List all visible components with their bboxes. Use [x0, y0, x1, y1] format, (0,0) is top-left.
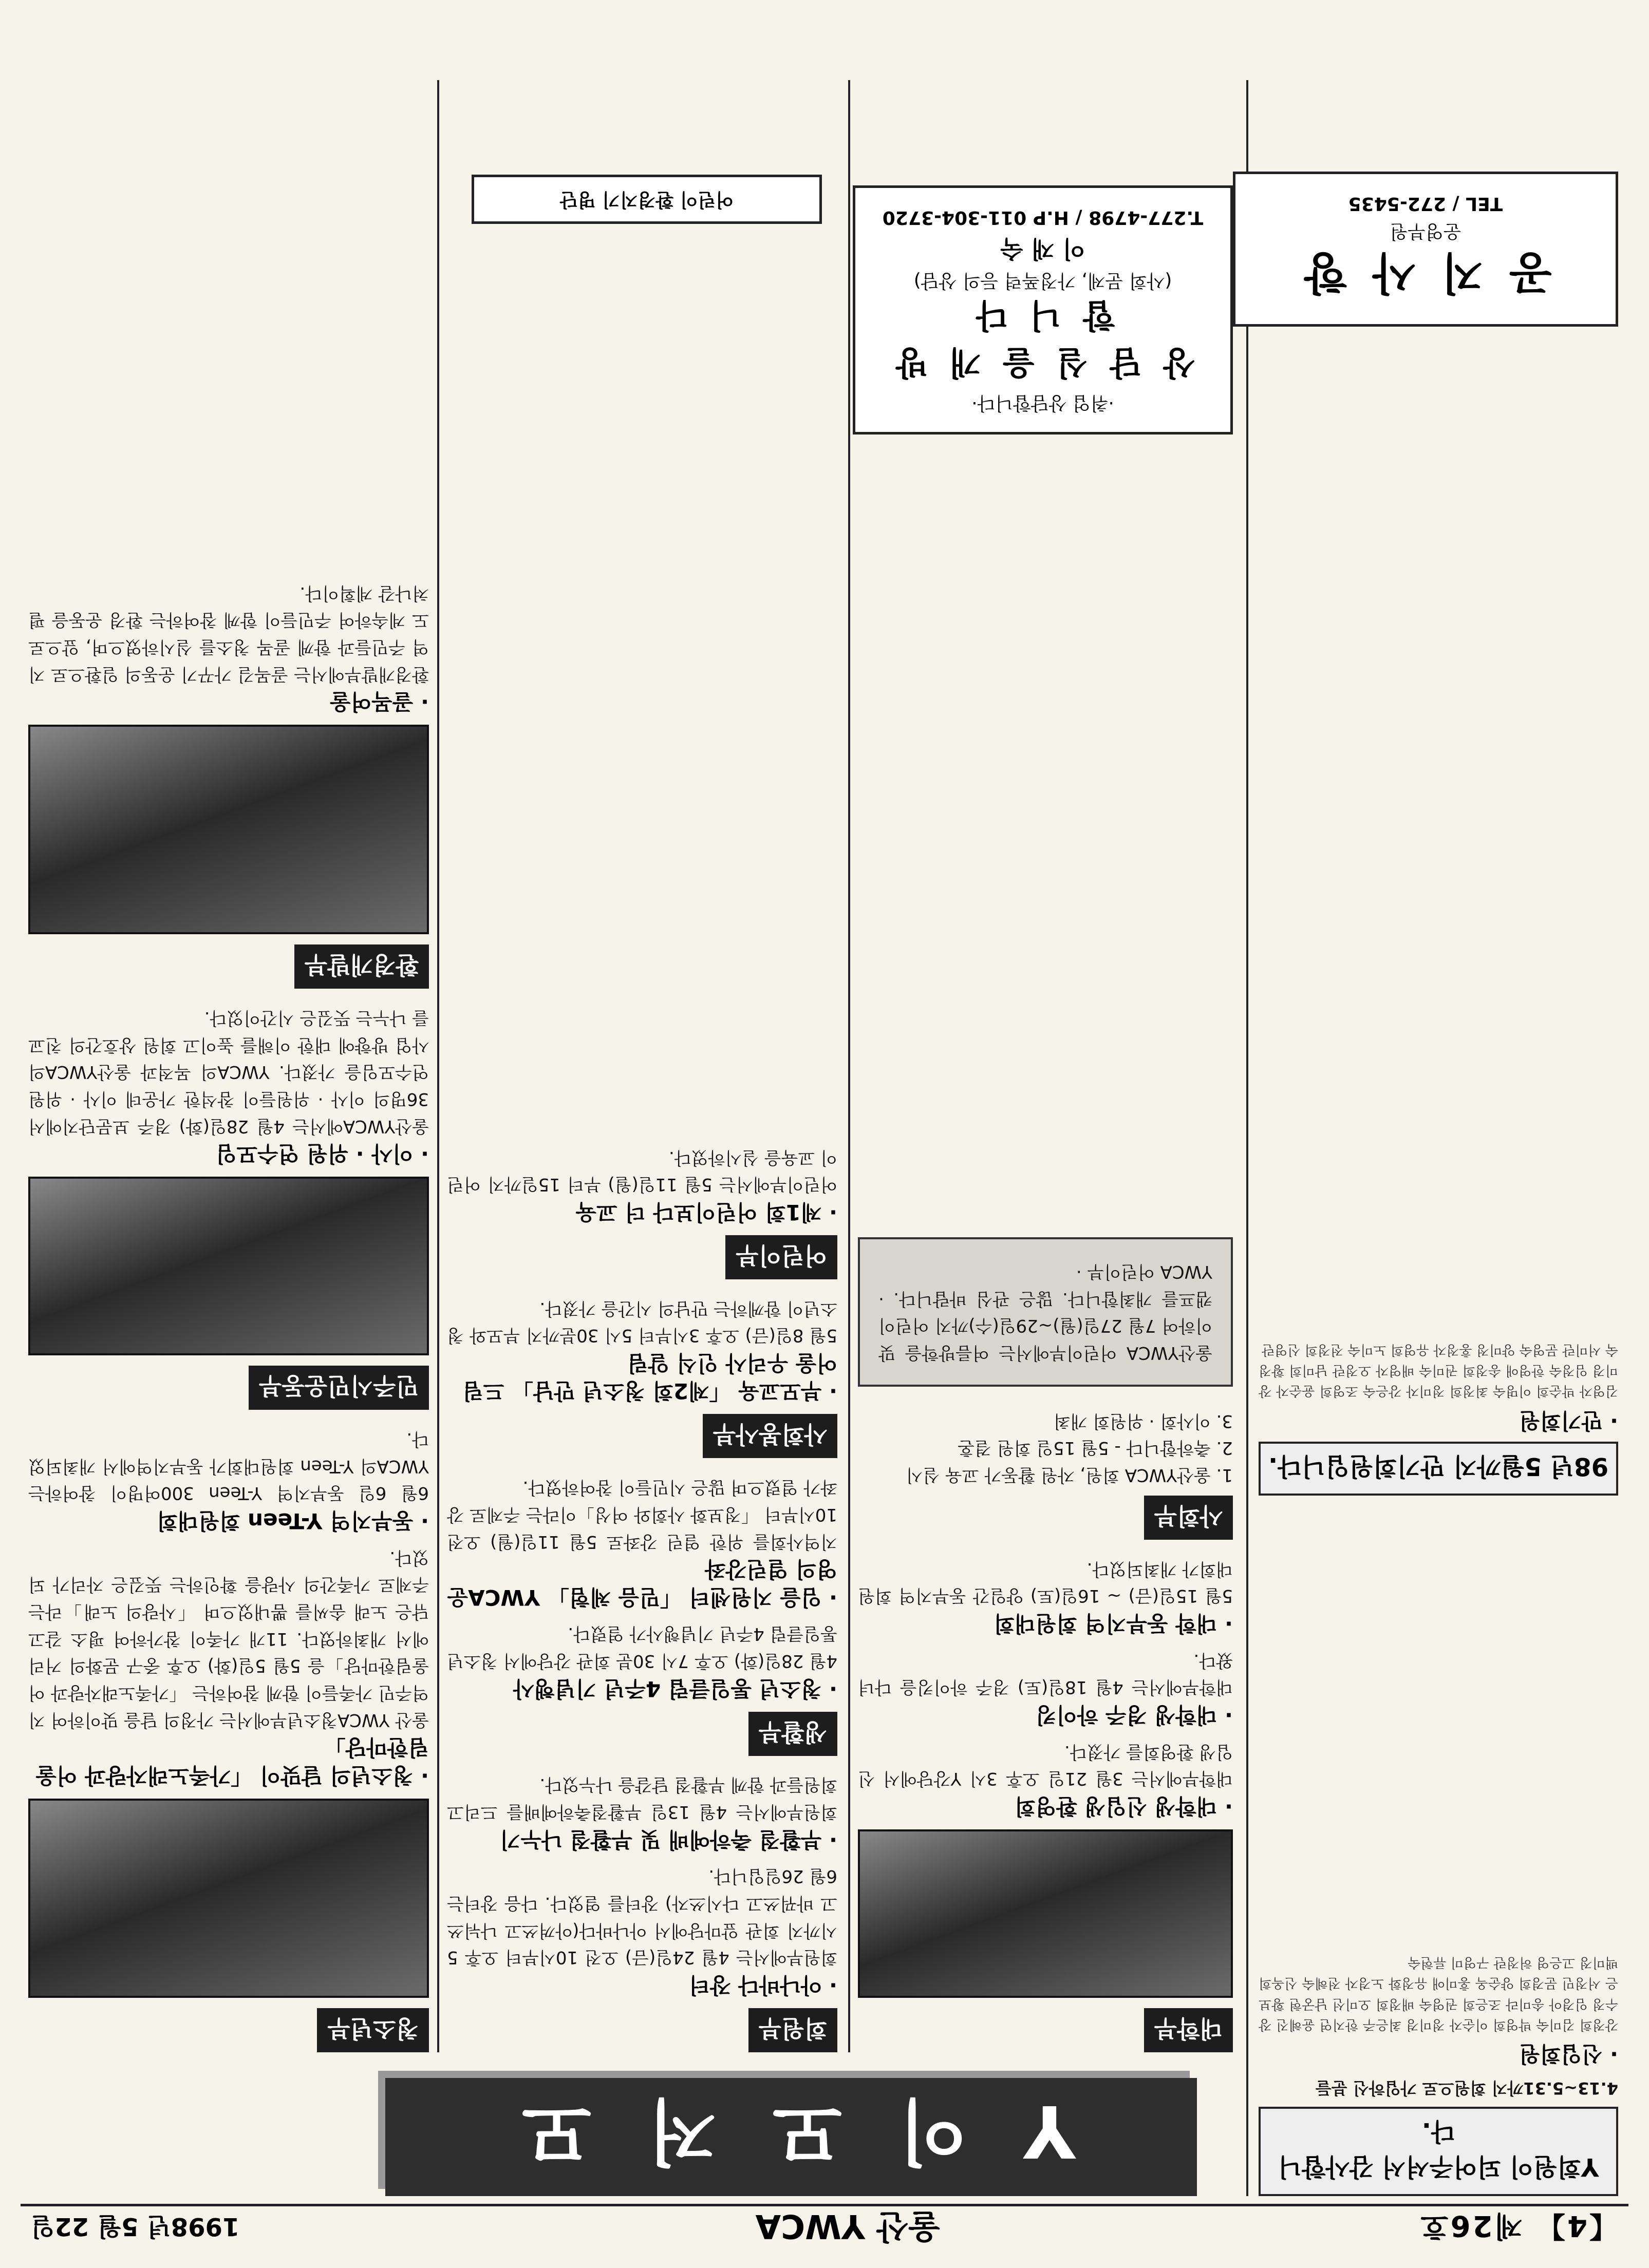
column-rule-3 [437, 80, 439, 2052]
page-number: 【4】 제26호 [1418, 2209, 1618, 2242]
hoewon2-article-title: · 부활절 축하예배 및 부활절 나누기 [499, 1827, 837, 1853]
hwangyeong-article-title: · 골목여울 [330, 689, 429, 715]
notice-tel: TEL / 272-5435 [1348, 193, 1503, 214]
expired-members-list: 김영자 박순희 이명숙 최정희 정미자 강은숙 조영희 윤순자 장미경 임정숙 한영애 송정희 권미숙 배영자 오정란 남미희 황정숙 서미란 문영숙 양미정 홍정자 유영희 노미숙 전정희 신영란 [1259, 1341, 1618, 1399]
new-members-sub: 4.13~5.31까지 회원으로 가입하신 분들 [1315, 2078, 1618, 2098]
hoewon-header: 회원부 [748, 2008, 837, 2052]
counseling-ad [853, 185, 1233, 434]
ad-heading: 상 담 실 을 개 방 합 니 다 [890, 296, 1195, 381]
minju-article-body: 지역사회를 위한 열린 강좌로 5월 11일(월) 오전 10시부터 「정보화 사회와 여성」이라는 주제로 강좌가 열렸으며 많은 시민들이 참여하였다. [447, 1477, 837, 1552]
minju-header: 민주시민운동부 [249, 1366, 429, 1410]
minju-article-title: · 임을 지원센터 「믿음 체험」 YWCA운영의 열린강좌 [447, 1557, 837, 1610]
sahoe-item-2: 2. 축하합니다 - 5월 15일 회원 결혼 [958, 1438, 1233, 1459]
daehak3-article-body: 5월 15일(금) ~ 16일(토) 양일간 동부지역 회원대회가 개최되었다. [858, 1558, 1233, 1606]
ad-phone: T.277-4798 / H.P 011-304-3720 [882, 207, 1204, 228]
saenghwal-article-title: · 청소년 통일클럽 4주년 기념행사 [513, 1676, 837, 1702]
daehak-article-title: · 대학생 신입생 환영회 [1015, 1794, 1233, 1819]
eorini-article-body: 어린이부에서는 5월 11일(월) 부터 15일까지 어린이 교육을 실시하였다. [447, 1147, 837, 1195]
new-members-label: · 신입회원 [1519, 2042, 1618, 2067]
cheongsonyeon-header: 청소년부 [317, 2008, 429, 2052]
yteen-article-title: · 동부지역 Y-Teen 회원대회 [157, 1508, 429, 1534]
daehak2-article-body: 대학부에서는 4월 18일(토) 경주 하이킹을 다녀왔다. [858, 1650, 1233, 1698]
hanso-article-body: 5월 8일(금) 오후 3시부터 5시 30분까지 부모와 청소년이 함께하는 만남의 시간을 가졌다. [447, 1298, 837, 1346]
section-banner: Y 이 모 저 모 [385, 2078, 1197, 2196]
hwangyeong-article-body: 환경개발부에서는 골목길 가꾸기 운동의 일환으로 지역 주민들과 함께 골목 청소를 실시하였으며, 앞으로도 계속하여 주민들이 함께 참여하는 환경 운동을 펼쳐나갈 계획이다. [28, 582, 429, 685]
hwangyeong-header: 환경개발부 [294, 944, 429, 989]
daehak2-article-title: · 대학생 경주 하이킹 [1035, 1703, 1233, 1728]
members-column [1259, 425, 1618, 2196]
new-members-heading: Y회원이 되어주셔서 감사합니다. [1259, 2107, 1618, 2196]
daehak-photo [858, 1829, 1233, 1998]
expired-members-label: · 만기회원 [1519, 1408, 1618, 1433]
column-rule-1 [1246, 80, 1248, 2196]
ina-article-body: 울산YWCA에서는 4월 28일(화) 경주 보문단지에서 36명의 이사 · 위원들이 참석한 가운데 이사 · 위원 연수모임을 가졌다. YWCA의 목적과 울산YWCA의 사업 방향에 대한 이해를 높이고 회원 상호간의 친교를 나누는 뜻깊은 시간이었다. [28, 1008, 429, 1137]
daehak-column [858, 1237, 1233, 2052]
saenghwal-header: 생활부 [748, 1712, 837, 1756]
notice-grey-box [858, 1237, 1233, 1387]
eorini-guardians-box [472, 175, 822, 224]
hoewon2-article-body: 회원부에서는 4월 13일 부활절축하예배를 드리고 회원들과 함께 부활절 달걀을 나누었다. [447, 1774, 837, 1823]
ina-article-title: · 이사 · 위원 연수모임 [216, 1141, 429, 1167]
eorini-guardians-label: 어린이 환경지기 명단 [559, 189, 734, 210]
daehak-article-body: 대학부에서는 3월 21일 오후 3시 Y강당에서 신입생 환영회를 가졌다. [858, 1741, 1233, 1789]
notice-memo: 운영부원 [1390, 221, 1461, 242]
saenghwal-article-body: 4월 28일(화) 오후 7시 30분 회관 강당에서 청소년 통일클럽 4주년 기념행사가 열렸다. [447, 1623, 837, 1672]
column-rule-2 [848, 80, 850, 2052]
cheongsonyeon-photo [28, 1799, 429, 1998]
minju-photo [28, 1177, 429, 1355]
daehak3-article-title: · 대학 동부지역 회원대회 [994, 1611, 1233, 1637]
hoewon-column [447, 1144, 837, 2052]
notice-box [1233, 172, 1618, 327]
paper-title: 울산 YWCA [755, 2207, 940, 2245]
notice-grey-text: 울산YWCA 어린이부에서는 여름방학을 맞이하여 7월 27일(월)~29일(수)까지 어린이 캠프를 개최합니다. 많은 관심 바랍니다. · YWCA 어린이부 · [878, 1261, 1212, 1364]
expired-members-heading: 98년 5월까지 만기회원입니다. [1259, 1442, 1618, 1496]
eorini-header: 어린이부 [725, 1235, 837, 1279]
hoewon-article-title: · 아나바다 장터 [689, 1973, 837, 1998]
cheongsonyeon-article-title: · 청소년의 달맞이 「가족노래자랑과 어울림한마당」 [35, 1735, 429, 1788]
sahoe-item-1: 1. 울산YWCA 회원, 자원 활동가 교육 실시 [906, 1465, 1233, 1486]
ad-line-1: ·취업 상담합니다· [971, 392, 1114, 413]
cheongsonyeon-column [28, 579, 429, 2052]
sahoe-header: 사회부 [1144, 1496, 1233, 1540]
ad-line-2: (사회 문제, 가정폭력 등의 상담) [913, 270, 1172, 291]
eorini-article-title: · 제1회 어린이보다 더 교육 [575, 1199, 837, 1225]
cheongsonyeon-article-body: 울산 YWCA청소년부에서는 가정의 달을 맞이하여 지역주민 가족들이 함께 참여하는 「가족노래자랑과 어울림한마당」을 5월 5일(화) 오후 중구 문화의 거리에서 개최하였다. 11개 가족이 참가하여 평소 갈고 닦은 노래 솜씨를 뽐내었으며 「사랑의 노래」라는 주제로 가족간의 사랑을 확인하는 뜻깊은 자리가 되었다. [28, 1547, 429, 1730]
new-members-list: 강정희 김미숙 박영희 이순자 정미경 최은주 한지연 윤혜진 장수정 임경아 송미라 조은희 권영숙 배정희 오미선 남궁현 황보은 서정민 문경희 양순옥 홍미애 유정화 노경자 전혜숙 신옥희 백미정 고은영 허정란 구영미 류현숙 [1259, 1954, 1618, 2032]
ad-name: 이 재 숙 [1000, 235, 1085, 263]
masthead-rule [21, 2204, 1628, 2206]
hoewon-article-body: 회원부에서는 4월 24일(금) 오전 10시부터 오후 5시까지 회관 앞마당에서 아나바다(아껴쓰고 나눠쓰고 바꿔쓰고 다시쓰자) 장터를 열었다. 다음 장터는 6월 26일입니다. [447, 1866, 837, 1968]
hanso-header: 사회봉사부 [703, 1414, 837, 1458]
yteen-article-body: 6월 6일 동부지역 Y-Teen 300여명이 참여하는 YWCA의 Y-Teen 회원대회가 동부지역에서 개최되었다. [28, 1429, 429, 1504]
issue-date: 1998년 5월 22일 [31, 2212, 240, 2241]
hwangyeong-photo [28, 725, 429, 934]
notice-heading: 공 지 사 항 [1299, 247, 1552, 298]
hanso-article-title: · 부모교육 「제2회 청소년 만남」 드림어울 우리사 인식 알림 [462, 1350, 837, 1404]
sahoe-item-3: 3. 이사회 · 위원회 개최 [1053, 1410, 1233, 1431]
daehak-header: 대학부 [1144, 2008, 1233, 2052]
